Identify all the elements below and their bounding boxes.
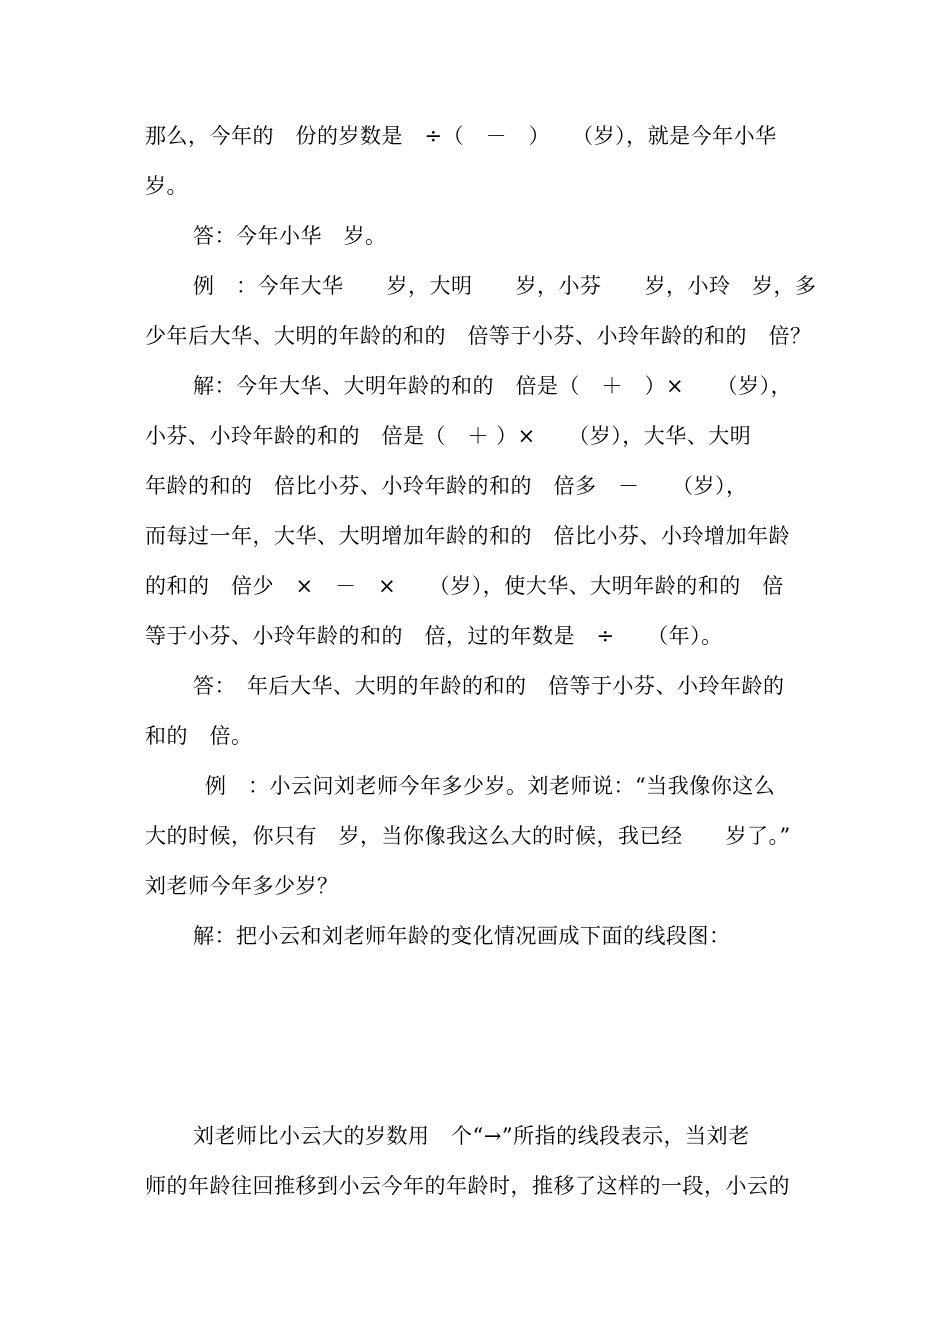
text-line-9: 而每过一年，大华、大明增加年龄的和的 倍比小芬、小玲增加年龄 xyxy=(145,524,790,548)
text-line-19: 师的年龄往回推移到小云今年的年龄时，推移了这样的一段，小云的 xyxy=(145,1174,790,1198)
solution-line-2: 解：把小云和刘老师年龄的变化情况画成下面的线段图： xyxy=(193,924,731,948)
text-line-13: 和的 倍。 xyxy=(145,724,253,748)
line-segment-figure-area xyxy=(145,960,805,1110)
text-line-15: 大的时候，你只有 岁，当你像我这么大的时候，我已经 岁了。” xyxy=(145,824,791,848)
text-line-10: 的和的 倍少 × － × （岁），使大华、大明年龄的和的 倍 xyxy=(145,574,784,598)
text-line-7: 小芬、小玲年龄的和的 倍是（ ＋ ）× （岁），大华、大明 xyxy=(145,424,752,448)
example-line-2: 例 ：小云问刘老师今年多少岁。刘老师说：“当我像你这么 xyxy=(205,774,776,798)
text-line-1: 那么，今年的 份的岁数是 ÷（ － ） （岁），就是今年小华 xyxy=(145,124,777,148)
text-line-16: 刘老师今年多少岁？ xyxy=(145,874,339,898)
text-line-8: 年龄的和的 倍比小芬、小玲年龄的和的 倍多 － （岁）， xyxy=(145,474,748,498)
text-line-11: 等于小芬、小玲年龄的和的 倍，过的年数是 ÷ （年）。 xyxy=(145,624,723,648)
example-line-1: 例 ：今年大华 岁，大明 岁，小芬 岁，小玲 岁，多 xyxy=(193,274,817,298)
answer-line-1: 答：今年小华 岁。 xyxy=(193,224,387,248)
solution-line-1: 解：今年大华、大明年龄的和的 倍是（ ＋ ）× （岁）， xyxy=(193,374,793,398)
text-line-18: 刘老师比小云大的岁数用 个“→”所指的线段表示，当刘老 xyxy=(193,1124,750,1148)
answer-line-2: 答： 年后大华、大明的年龄的和的 倍等于小芬、小玲年龄的 xyxy=(193,674,785,698)
text-line-5: 少年后大华、大明的年龄的和的 倍等于小芬、小玲年龄的和的 倍？ xyxy=(145,324,812,348)
text-line-2: 岁。 xyxy=(145,174,188,198)
